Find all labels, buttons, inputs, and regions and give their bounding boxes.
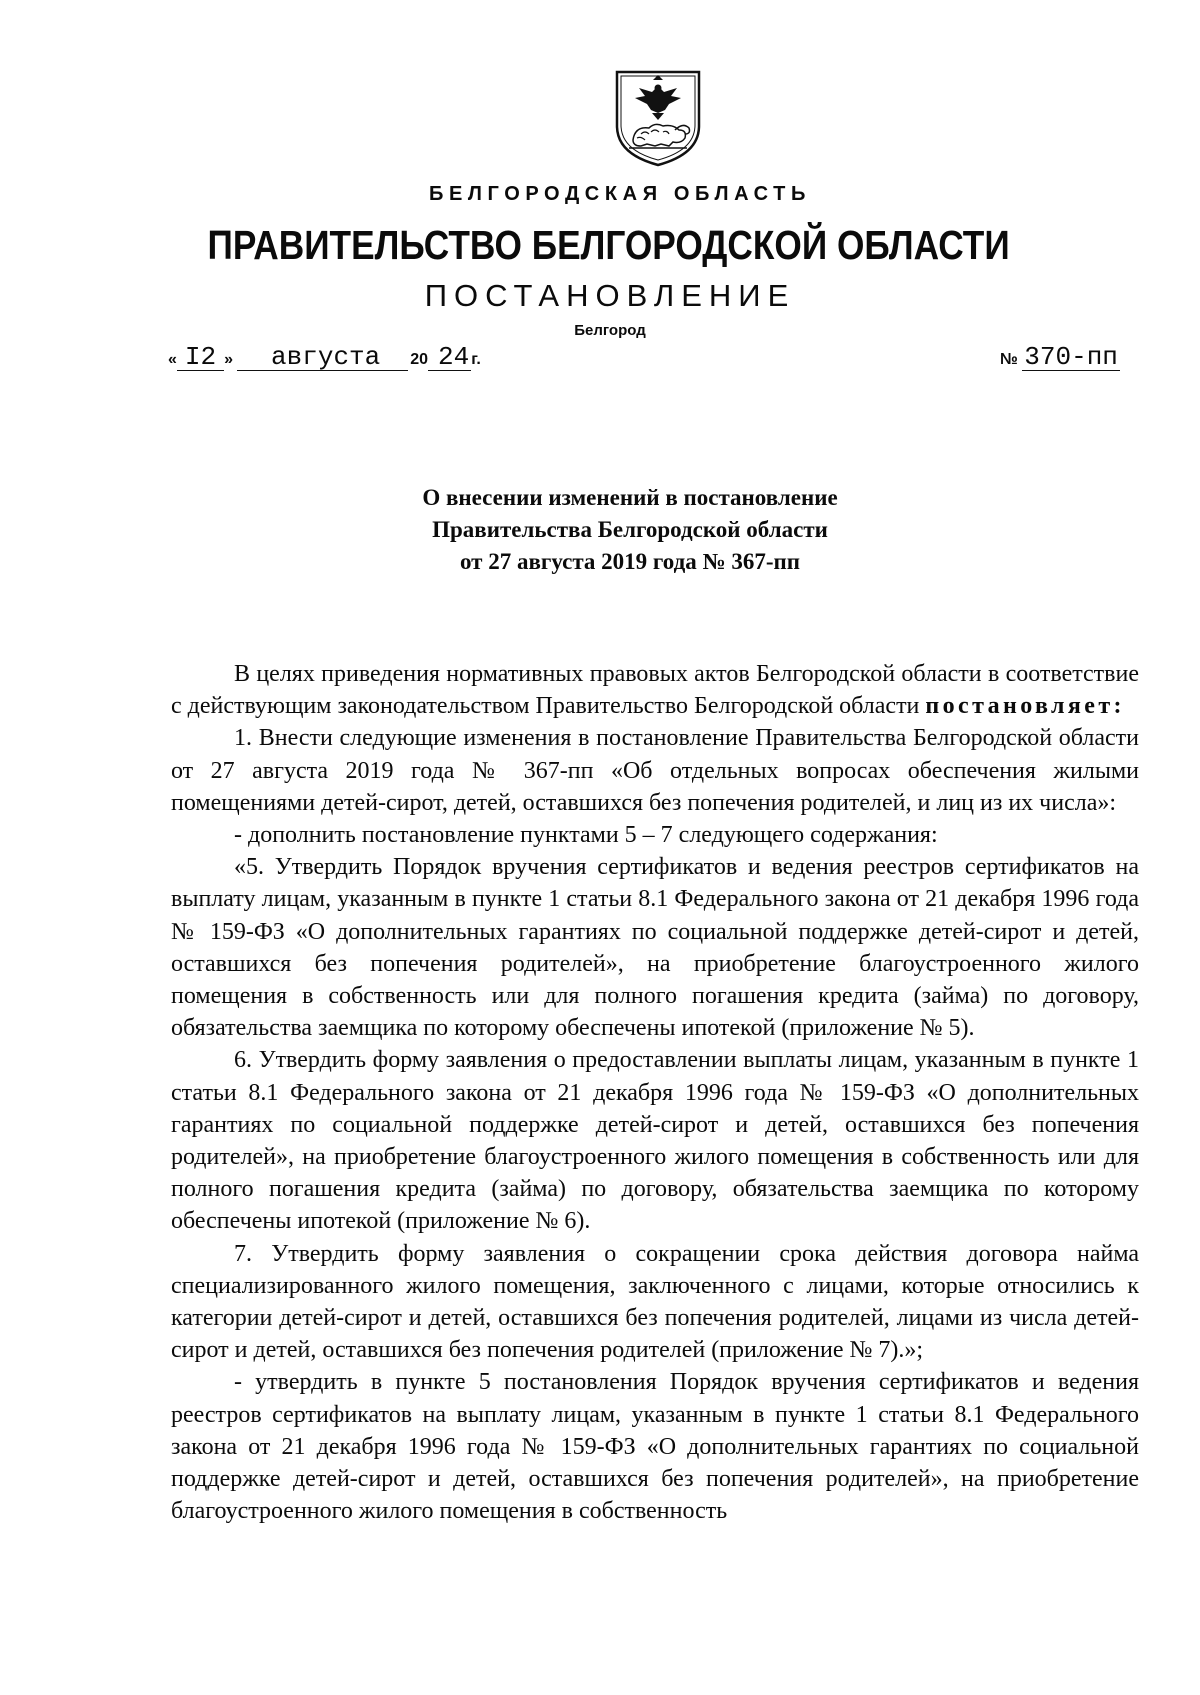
document-title: [330, 482, 930, 578]
region-name: БЕЛГОРОДСКАЯ ОБЛАСТЬ: [429, 183, 811, 205]
intro-colon: :: [1113, 693, 1122, 720]
title-line-3: от 27 августа 2019 года № 367-пп: [459, 549, 801, 574]
intro-decree-word: постановляет: [925, 693, 1114, 720]
title-line-1: О внесении изменений в постановление: [422, 485, 838, 510]
paragraph-1: 1. Внести следующие изменения в постановление Правительства Белгородской области от 27 августа 2019 года № 367-пп «Об отдельных вопросах обеспечения жилыми помещениями детей-сирот, детей, оставшихся без попечения родителей, и лиц из их числа»:: [171, 725, 1139, 816]
date-month: августа: [237, 344, 408, 371]
date-year-mark: г.: [471, 351, 481, 368]
paragraph-2: - дополнить постановление пунктами 5 – 7 следующего содержания:: [234, 822, 938, 849]
document-number: [1000, 344, 1120, 371]
paragraph-3: «5. Утвердить Порядок вручения сертификатов и ведения реестров сертификатов на выплату лицам, указанным в пункте 1 статьи 8.1 Федерального закона от 21 декабря 1996 года № 159-ФЗ «О дополнительных гарантиях по социальной поддержке детей-сирот и детей, оставшихся без попечения родителей», на приобретение благоустроенного жилого помещения в собственность или для полного погашения кредита (займа) по договору, обязательства заемщика по которому обеспечены ипотекой (приложение № 5).: [171, 854, 1139, 1042]
date-year-prefix: 20: [410, 351, 429, 368]
date-quote-open: «: [168, 351, 177, 368]
number-value: 370-пп: [1024, 342, 1118, 372]
paragraph-6: - утвердить в пункте 5 постановления Порядок вручения сертификатов и ведения реестров сертификатов на выплату лицам, указанным в пункте 1 статьи 8.1 Федерального закона от 21 декабря 1996 года № 159-ФЗ «О дополнительных гарантиях по социальной поддержке детей-сирот и детей, оставшихся без попечения родителей», на приобретение благоустроенного жилого помещения в собственность: [171, 1369, 1139, 1525]
paragraph-5: 7. Утвердить форму заявления о сокращении срока действия договора найма специализированного жилого помещения, заключенного с лицами, которые относились к категории детей-сирот и детей, оставшихся без попечения родителей, лицами из числа детей-сирот и детей, оставшихся без попечения родителей (приложение № 7).»;: [171, 1240, 1139, 1364]
coat-of-arms-icon: [611, 68, 705, 168]
date-day: I2: [177, 344, 224, 371]
number-sign: №: [1000, 351, 1018, 368]
title-line-2: Правительства Белгородской области: [432, 517, 828, 542]
government-name: ПРАВИТЕЛЬСТВО БЕЛГОРОДСКОЙ ОБЛАСТИ: [207, 222, 1010, 268]
date-quote-close: »: [224, 351, 234, 368]
city-name: Белгород: [574, 322, 646, 339]
document-body: [171, 658, 1139, 1527]
document-date: [168, 344, 481, 371]
intro-text: В целях приведения нормативных правовых актов Белгородской области в соответствие с действующим законодательством Правительство Белгородской области: [171, 661, 1139, 720]
paragraph-4: 6. Утвердить форму заявления о предоставлении выплаты лицам, указанным в пункте 1 статьи 8.1 Федерального закона от 21 декабря 1996 года № 159-ФЗ «О дополнительных гарантиях по социальной поддержке детей-сирот и детей, оставшихся без попечения родителей», на приобретение благоустроенного жилого помещения в собственность или для полного погашения кредита (займа) по договору, обязательства заемщика по которому обеспечены ипотекой (приложение № 6).: [171, 1047, 1139, 1235]
document-type: ПОСТАНОВЛЕНИЕ: [424, 278, 796, 313]
date-year-suffix: 24: [428, 344, 471, 371]
intro-paragraph: [171, 658, 1139, 722]
